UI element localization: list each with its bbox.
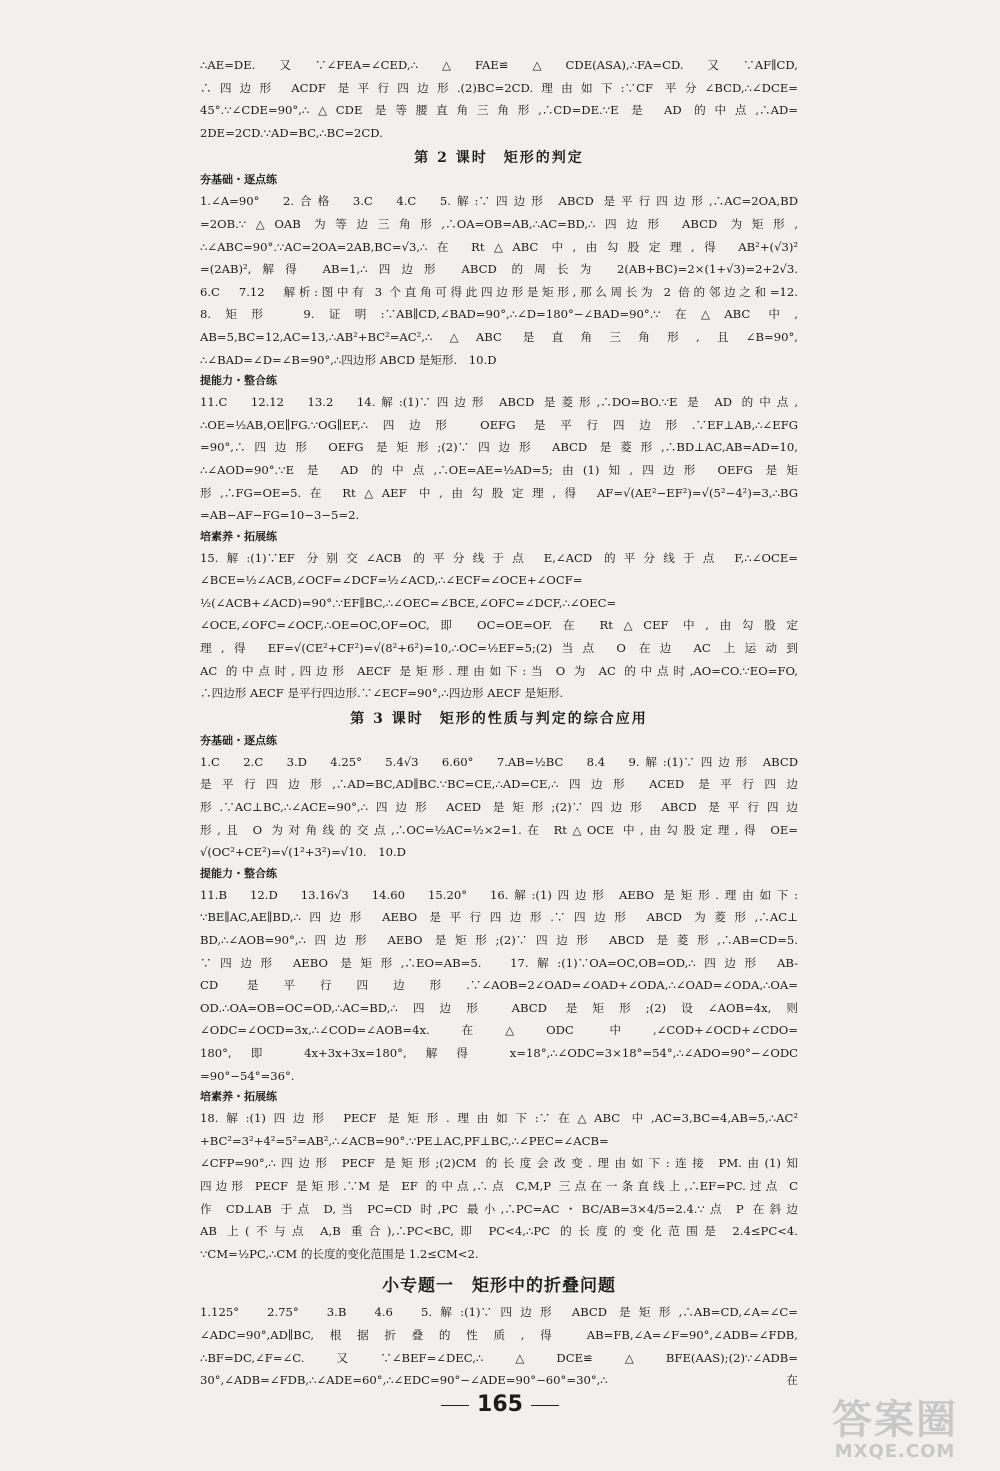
text-line: 是平行四边形,∴AD=BC,AD∥BC.∵BC=CE,∴AD=CE,∴四边形 ACED 是平行四边: [200, 777, 798, 792]
text-line: 180°,即 4x+3x+3x=180°,解得 x=18°,∴∠ODC=3×18°=54°,∴∠ADO=90°−∠ODC: [200, 1045, 798, 1060]
lesson-3-improve-block: [200, 884, 798, 1087]
text-line: 8.矩形 9.证明:∵AB∥CD,∠BAD=90°,∴∠D=180°−∠BAD=90°.∵在△ABC 中,: [200, 307, 798, 322]
text-line: 15.解:(1)∵EF 分别交∠ACB 的平分线于点 E,∠ACD 的平分线于点 F,∴∠OCE=: [200, 550, 798, 565]
text-line: 作 CD⊥AB 于点 D,当 PC=CD 时,PC 最小,∴PC=AC・BC/AB=3×4/5=2.4.∵点 P 在斜边: [200, 1201, 798, 1216]
text-line: ∠BCE=½∠ACB,∠OCF=∠DCF=½∠ACD,∴∠ECF=∠OCE+∠OCF=: [200, 573, 583, 588]
text-line: 形,且 O 为对角线的交点,∴OC=½AC=½×2=1.在 Rt△OCE 中,由勾股定理,得 OE=: [200, 822, 798, 837]
text-line: ∵BE∥AC,AE∥BD,∴四边形 AEBO 是平行四边形.∵四边形 ABCD 为菱形,∴AC⊥: [200, 910, 798, 925]
text-line: 11.B 12.D 13.16√3 14.60 15.20° 16.解:(1)四边形 AEBO 是矩形.理由如下:: [200, 887, 798, 902]
text-line: ½(∠ACB+∠ACD)=90°.∵EF∥BC,∴∠OEC=∠BCE,∠OFC=∠DCF,∴∠OEC=: [200, 595, 617, 610]
text-line: √(OC²+CE²)=√(1²+3²)=√10. 10.D: [200, 845, 406, 860]
text-line: ∴四边形 AECF 是平行四边形.∵∠ECF=90°,∴四边形 AECF 是矩形.: [200, 686, 564, 701]
text-line: ∴AE=DE.又∵∠FEA=∠CED,∴△FAE≌△CDE(ASA),∴FA=CD.又∵AF∥CD,: [200, 58, 798, 72]
text-line: ∴∠ABC=90°.∵AC=2OA=2AB,BC=√3,∴在 Rt△ABC 中,由勾股定理,得 AB²+(√3)²: [200, 239, 798, 254]
section-tag-expand: 培素养・拓展练: [200, 529, 277, 543]
text-line: 1.∠A=90° 2.合格 3.C 4.C 5.解:∵四边形 ABCD 是平行四边形,∴AC=2OA,BD: [200, 194, 798, 209]
text-line: 11.C 12.12 13.2 14.解:(1)∵四边形 ABCD 是菱形,∴DO=BO.∵E 是 AD 的中点,: [200, 395, 798, 410]
text-line: =AB−AF−FG=10−3−5=2.: [200, 508, 360, 523]
section-tag-basic: 夯基础・逐点练: [200, 733, 277, 747]
text-line: 45°.∵∠CDE=90°,∴△CDE 是等腰直角三角形,∴CD=DE.∵E 是 AD 的中点,∴AD=: [200, 103, 798, 118]
text-line: 形.∵AC⊥BC,∴∠ACE=90°,∴四边形 ACED 是矩形;(2)∵四边形 ABCD 是平行四边: [200, 800, 798, 815]
page-number-value: 165: [477, 1392, 523, 1417]
text-line: ∴OE=½AB,OE∥FG.∵OG∥EF,∴四边形 OEFG 是平行四边形.∵EF⊥AB,∴∠EFG: [200, 417, 798, 432]
text-line: ∵四边形 AEBO 是矩形,∴EO=AB=5. 17.解:(1)∵OA=OC,OB=OD,∴四边形 AB-: [200, 955, 798, 970]
topic-1-block: [200, 1301, 798, 1391]
text-line: 形,∴FG=OE=5.在 Rt△AEF 中,由勾股定理,得 AF=√(AE²−EF²)=√(5²−4²)=3,∴BG: [200, 485, 798, 500]
text-line: ∴∠BAD=∠D=∠B=90°,∴四边形 ABCD 是矩形. 10.D: [200, 352, 497, 367]
text-line: =2OB.∵△OAB 为等边三角形,∴OA=OB=AB,∴AC=BD,∴四边形 ABCD 为矩形,: [200, 216, 798, 231]
text-line: 四边形 PECF 是矩形.∵M 是 EF 的中点,∴点 C,M,P 三点在一条直线上,∴EF=PC.过点 C: [200, 1178, 798, 1193]
text-line: ∵CM=½PC,∴CM 的长度的变化范围是 1.2≤CM<2.: [200, 1246, 479, 1261]
page-content: [200, 54, 798, 1392]
lesson-3-basic-block: [200, 751, 798, 864]
lesson-2-improve-block: [200, 391, 798, 527]
text-line: ∴四边形 ACDF 是平行四边形.(2)BC=2CD.理由如下:∵CF 平分∠BCD,∴∠DCE=: [200, 80, 798, 95]
text-line: 1.C 2.C 3.D 4.25° 5.4√3 6.60° 7.AB=½BC 8.4 9.解:(1)∵四边形 ABCD: [200, 754, 798, 769]
text-line: AB=5,BC=12,AC=13,∴AB²+BC²=AC²,∴△ABC 是直角三角形,且∠B=90°,: [200, 329, 798, 344]
text-line: ∠OCE,∠OFC=∠OCF,∴OE=OC,OF=OC,即 OC=OE=OF.在 Rt△CEF 中,由勾股定: [200, 618, 798, 633]
text-line: ∠CFP=90°,∴四边形 PECF 是矩形;(2)CM 的长度会改变.理由如下:连接 PM.由(1)知: [200, 1156, 798, 1171]
watermark-text: 答案圈: [832, 1397, 958, 1443]
lesson-2-expand-block: [200, 547, 798, 705]
text-line: =90°−54°=36°.: [200, 1068, 295, 1083]
watermark-url: MXQE.COM: [834, 1441, 956, 1462]
section-tag-improve: 提能力・整合练: [200, 374, 277, 388]
text-line: AC 的中点时,四边形 AECF 是矩形.理由如下:当 O 为 AC 的中点时,AO=CO.∵EO=FO,: [200, 663, 798, 678]
text-line: 理,得 EF=√(CE²+CF²)=√(8²+6²)=10,∴OC=½EF=5;(2)当点 O 在边 AC 上运动到: [200, 641, 798, 656]
text-line: BD,∴∠AOB=90°,∴四边形 AEBO 是矩形;(2)∵四边形 ABCD 是菱形,∴AB=CD=5.: [200, 933, 798, 947]
section-tag-improve: 提能力・整合练: [200, 866, 277, 880]
text-line: ∠ODC=∠OCD=3x,∴∠COD=∠AOB=4x.在△ODC 中,∠COD+∠OCD+∠CDO=: [200, 1023, 798, 1038]
section-tag-basic: 夯基础・逐点练: [200, 173, 277, 187]
page-number-dash-left: [441, 1405, 469, 1406]
text-line: 2DE=2CD.∵AD=BC,∴BC=2CD.: [200, 125, 383, 140]
watermark-logo: [800, 1398, 990, 1466]
text-line: 18.解:(1)四边形 PECF 是矩形.理由如下:∵在△ABC 中,AC=3,BC=4,AB=5,∴AC²: [200, 1111, 798, 1126]
lesson-3-heading: 第 3 课时 矩形的性质与判定的综合应用: [350, 710, 648, 727]
text-line: =(2AB)²,解得 AB=1,∴四边形 ABCD 的周长为 2(AB+BC)=2×(1+√3)=2+2√3.: [200, 262, 798, 277]
text-line: 6.C 7.12 解析:图中有 3 个直角可得此四边形是矩形,那么周长为 2 倍的邻边之和=12.: [200, 284, 798, 299]
lesson-2-basic-block: [200, 190, 798, 371]
intro-text-block: [200, 54, 798, 144]
text-line: ∴∠AOD=90°.∵E 是 AD 的中点,∴OE=AE=½AD=5;由(1)知,四边形 OEFG 是矩: [200, 462, 798, 477]
text-line: ∴BF=DC,∠F=∠C.又∵∠BEF=∠DEC,∴△DCE≌△BFE(AAS);(2)∵∠ADB=: [200, 1350, 798, 1365]
text-line: ∠ADC=90°,AD∥BC,根据折叠的性质,得 AB=FB,∠A=∠F=90°,∠ADB=∠FDB,: [200, 1327, 798, 1342]
page-number-dash-right: [531, 1405, 559, 1406]
text-line: 1.125° 2.75° 3.B 4.6 5.解:(1)∵四边形 ABCD 是矩形,∴AB=CD,∠A=∠C=: [200, 1305, 798, 1320]
topic-1-heading: 小专题一 矩形中的折叠问题: [382, 1276, 616, 1297]
text-line: 30°,∠ADB=∠FDB,∴∠ADE=60°,∴∠EDC=90°−∠ADE=90°−60°=30°,∴在: [200, 1373, 798, 1388]
text-line: AB 上(不与点 A,B 重合),∴PC<BC,即 PC<4,∴PC 的长度的变化范围是 2.4≤PC<4.: [200, 1224, 798, 1239]
text-line: +BC²=3²+4²=5²=AB²,∴∠ACB=90°.∵PE⊥AC,PF⊥BC,∴∠PEC=∠ACB=: [200, 1133, 609, 1148]
section-tag-expand: 培素养・拓展练: [200, 1090, 277, 1104]
lesson-3-expand-block: [200, 1107, 798, 1265]
text-line: CD 是平行四边形.∵∠AOB=2∠OAD=∠OAD+∠ODA,∴∠OAD=∠ODA,∴OA=: [200, 978, 798, 993]
text-line: =90°,∴四边形 OEFG 是矩形;(2)∵四边形 ABCD 是菱形,∴BD⊥AC,AB=AD=10,: [200, 440, 798, 455]
text-line: OD.∴OA=OB=OC=OD,∴AC=BD,∴四边形 ABCD 是矩形;(2)设∠AOB=4x,则: [200, 1000, 798, 1015]
lesson-2-heading: 第 2 课时 矩形的判定: [414, 150, 584, 167]
